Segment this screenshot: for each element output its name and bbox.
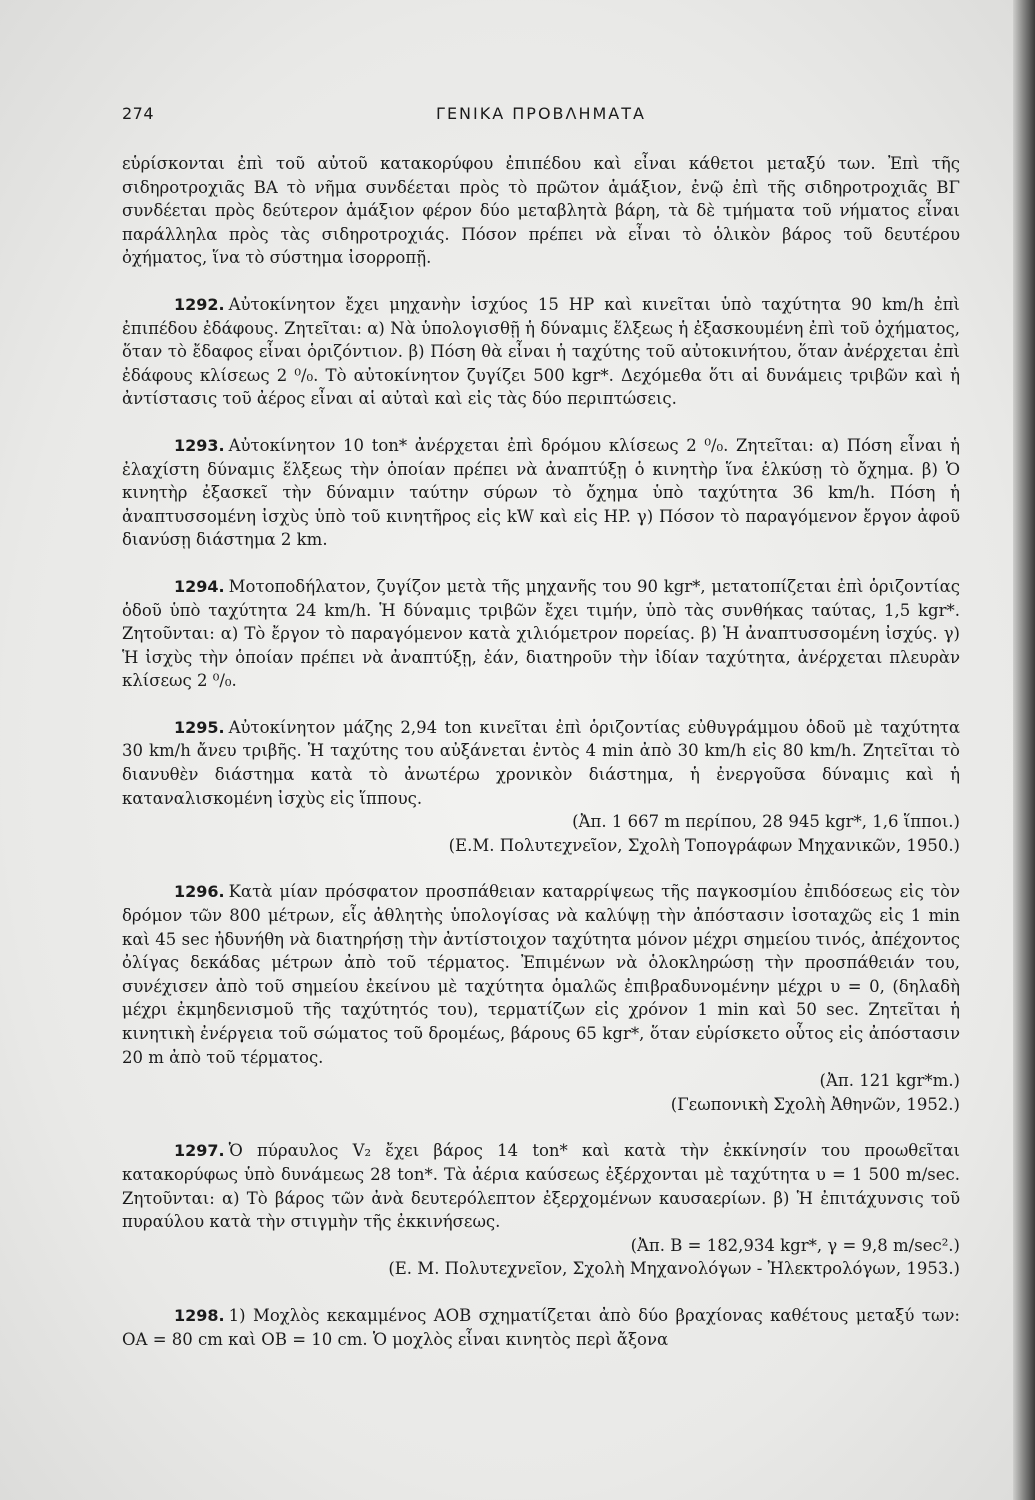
answer: (Ἀπ. 121 kgr*m.) xyxy=(819,1071,960,1091)
source-citation: (Γεωπονικὴ Σχολὴ Ἀθηνῶν, 1952.) xyxy=(670,1094,960,1114)
problem-1292 xyxy=(122,293,960,411)
problem-number: 1294. xyxy=(174,576,225,596)
problem-1296 xyxy=(122,880,960,1116)
problem-number: 1296. xyxy=(174,882,225,902)
page-header xyxy=(122,104,960,130)
problem-number: 1295. xyxy=(174,717,225,737)
problem-text: 1) Μοχλὸς κεκαμμένος ΑΟΒ σχηματίζεται ἀπὸ δύο βραχίονας καθέτους μεταξύ των: ΟΑ = 80 cm καὶ ΟΒ = 10 cm. Ὁ μοχλὸς εἶναι κινητὸς περὶ ἄξονα xyxy=(122,1305,960,1349)
problem-1294 xyxy=(122,575,960,693)
answer: (Ἀπ. 1 667 m περίπου, 28 945 kgr*, 1,6 ἵπποι.) xyxy=(572,812,960,832)
page-edge-shadow xyxy=(1013,0,1035,1500)
problem-text: Κατὰ μίαν πρόσφατον προσπάθειαν καταρρίψεως τῆς παγκοσμίου ἐπιδόσεως εἰς τὸν δρόμον τῶν 800 μέτρων, εἷς ἀθλητὴς ὑπολογίσας νὰ καλύψῃ τὴν ἀπόστασιν ἰσοταχῶς εἰς 1 min καὶ 45 sec ἠδυνήθη νὰ διατηρήσῃ τὴν ἀντίστοιχον ταχύτητα μόνον μέχρι σημείου τινός, ἀπέχοντος ὀλίγας δεκάδας μέτρων ἀπὸ τοῦ τέρματος. Ἐπιμένων νὰ ὁλοκληρώσῃ τὴν προσπάθειάν του, συνέχισεν ἀπὸ τοῦ σημείου ἐκείνου μὲ ταχύτητα ὁμαλῶς ἐπιβραδυνομένην μέχρι υ = 0, (δηλαδὴ μέχρι ἐκμηδενισμοῦ τῆς ταχύτητός του), τερματίζων εἰς χρόνον 1 min καὶ 50 sec. Ζητεῖται ἡ κινητικὴ ἐνέργεια τοῦ σώματος τοῦ δρομέως, βάρους 65 kgr*, ὅταν εὑρίσκετο οὗτος εἰς ἀπόστασιν 20 m ἀπὸ τοῦ τέρματος. xyxy=(122,882,960,1067)
page-number: 274 xyxy=(122,104,155,123)
intro-paragraph: εὑρίσκονται ἐπὶ τοῦ αὐτοῦ κατακορύφου ἐπιπέδου καὶ εἶναι κάθετοι μεταξύ των. Ἐπὶ τῆς σιδηροτροχιᾶς ΒΑ τὸ νῆμα συνδέεται πρὸς τὸ πρῶτον ἁμάξιον, ἐνῷ ἐπὶ τῆς σιδηροτροχιᾶς ΒΓ συνδέεται πρὸς δεύτερον ἁμάξιον φέρον δύο μεταβλητὰ βάρη, τὰ δὲ τμήματα τοῦ νήματος εἶναι παράλληλα πρὸς τὰς σιδηροτροχιάς. Πόσον πρέπει νὰ εἶναι τὸ ὁλικὸν βάρος τοῦ δευτέρου ὀχήματος, ἵνα τὸ σύστημα ἰσορροπῇ. xyxy=(122,154,960,268)
source-citation: (Ε. Μ. Πολυτεχνεῖον, Σχολὴ Μηχανολόγων - Ἠλεκτρολόγων, 1953.) xyxy=(388,1259,960,1279)
problem-text: Αὐτοκίνητον μάζης 2,94 ton κινεῖται ἐπὶ ὁριζοντίας εὐθυγράμμου ὁδοῦ μὲ ταχύτητα 30 km/h ἄνευ τριβῆς. Ἡ ταχύτης του αὐξάνεται ἐντὸς 4 min ἀπὸ 30 km/h εἰς 80 km/h. Ζητεῖται τὸ διανυθὲν διάστημα κατὰ τὸ ἀνωτέρω χρονικὸν διάστημα, ἡ ἐνεργοῦσα δύναμις καὶ ἡ καταναλισκομένη ἰσχὺς εἰς ἵππους. xyxy=(122,717,960,808)
problem-number: 1293. xyxy=(174,435,225,455)
source-citation: (Ε.Μ. Πολυτεχνεῖον, Σχολὴ Τοπογράφων Μηχανικῶν, 1950.) xyxy=(448,835,960,855)
problem-number: 1292. xyxy=(174,294,225,314)
problem-1295 xyxy=(122,716,960,858)
problem-1297 xyxy=(122,1139,960,1281)
problem-number: 1298. xyxy=(174,1305,225,1325)
problem-text: Ὁ πύραυλος V₂ ἔχει βάρος 14 ton* καὶ κατὰ τὴν ἐκκίνησίν του προωθεῖται κατακορύφως ὑπὸ δυνάμεως 28 ton*. Τὰ ἀέρια καύσεως ἐξέρχονται μὲ ταχύτητα υ = 1 500 m/sec. Ζητοῦνται: α) Τὸ βάρος τῶν ἀνὰ δευτερόλεπτον ἐξερχομένων καυσαερίων. β) Ἡ ἐπιτάχυνσις τοῦ πυραύλου κατὰ τὴν στιγμὴν τῆς ἐκκινήσεως. xyxy=(122,1141,960,1232)
problem-1298 xyxy=(122,1304,960,1351)
running-title: ΓΕΝΙΚΑ ΠΡΟΒΛΗΜΑΤΑ xyxy=(436,104,646,123)
answer: (Ἀπ. Β = 182,934 kgr*, γ = 9,8 m/sec².) xyxy=(630,1235,960,1255)
body-text xyxy=(122,152,960,1351)
problem-text: Αὐτοκίνητον 10 ton* ἀνέρχεται ἐπὶ δρόμου κλίσεως 2 ⁰/₀. Ζητεῖται: α) Πόση εἶναι ἡ ἐλαχίστη δύναμις ἕλξεως τὴν ὁποίαν πρέπει νὰ ἀναπτύξῃ ὁ κινητὴρ ἵνα ἑλκύσῃ τὸ ὄχημα. β) Ὁ κινητὴρ ἐξασκεῖ τὴν δύναμιν ταύτην σύρων τὸ ὄχημα ὑπὸ ταχύτητα 36 km/h. Πόση ἡ ἀναπτυσσομένη ἰσχὺς ὑπὸ τοῦ κινητῆρος εἰς kW καὶ εἰς HP. γ) Πόσον τὸ παραγόμενον ἔργον ἀφοῦ διανύσῃ διάστημα 2 km. xyxy=(122,435,960,550)
problem-text: Μοτοποδήλατον, ζυγίζον μετὰ τῆς μηχανῆς του 90 kgr*, μετατοπίζεται ἐπὶ ὁριζοντίας ὁδοῦ ὑπὸ ταχύτητα 24 km/h. Ἡ δύναμις τριβῶν ἔχει τιμήν, ὑπὸ τὰς συνθήκας ταύτας, 1,5 kgr*. Ζητοῦνται: α) Τὸ ἔργον τὸ παραγόμενον κατὰ χιλιόμετρον πορείας. β) Ἡ ἀναπτυσσομένη ἰσχύς. γ) Ἡ ἰσχὺς τὴν ὁποίαν πρέπει νὰ ἀναπτύξῃ, ἐάν, διατηροῦν τὴν ἰδίαν ταχύτητα, ἀνέρχεται πλευρὰν κλίσεως 2 ⁰/₀. xyxy=(122,576,960,691)
problem-number: 1297. xyxy=(174,1141,225,1161)
problem-text: Αὐτοκίνητον ἔχει μηχανὴν ἰσχύος 15 HP καὶ κινεῖται ὑπὸ ταχύτητα 90 km/h ἐπὶ ἐπιπέδου ἐδάφους. Ζητεῖται: α) Νὰ ὑπολογισθῇ ἡ δύναμις ἕλξεως ἡ ἐξασκουμένη ἐπὶ τοῦ ὀχήματος, ὅταν τὸ ἔδαφος εἶναι ὁριζόντιον. β) Πόση θὰ εἶναι ἡ ταχύτης τοῦ αὐτοκινήτου, ὅταν ἀνέρχεται ἐπὶ ἐδάφους κλίσεως 2 ⁰/₀. Τὸ αὐτοκίνητον ζυγίζει 500 kgr*. Δεχόμεθα ὅτι αἱ δυνάμεις τριβῶν καὶ ἡ ἀντίστασις τοῦ ἀέρος εἶναι αἱ αὐταὶ καὶ εἰς τὰς δύο περιπτώσεις. xyxy=(122,294,960,409)
problem-1293 xyxy=(122,434,960,552)
